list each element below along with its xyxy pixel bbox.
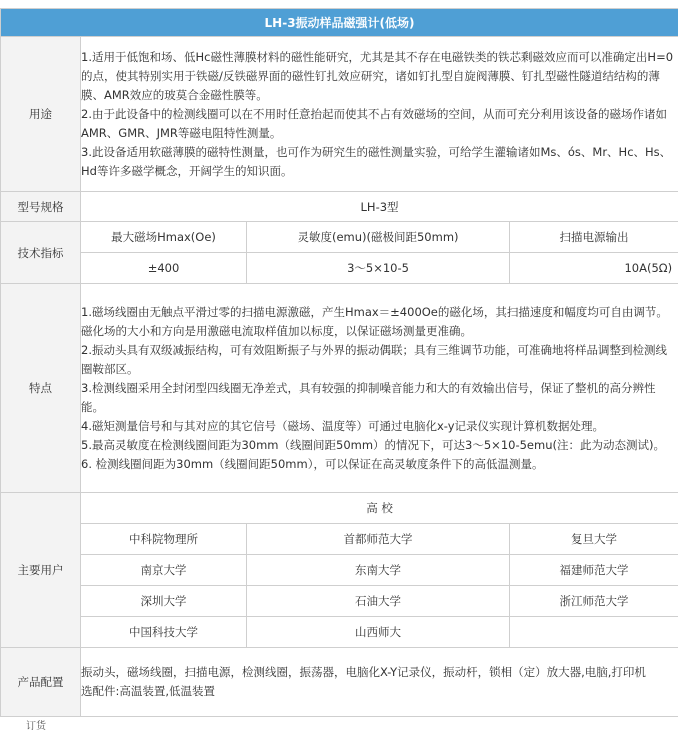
usage-paragraph: 3.此设备适用软磁薄膜的磁特性测量，也可作为研究生的磁性测量实验，可给学生灌输诸如Ms、ós、Mr、Hc、Hs、Hd等许多磁学概念，开阔学生的知识面。 (81, 143, 678, 181)
usage-paragraph: 1.适用于低饱和场、低Hc磁性薄膜材料的磁性能研究，尤其是其不存在电磁铁类的铁芯剩磁效应而可以准确定出H=0的点，使其特别实用于铁磁/反铁磁界面的磁性钉扎效应研究，诸如钉扎型自旋阀薄膜、钉扎型磁性隧道结结构的薄膜、AMR效应的玻莫合金磁性膜等。 (81, 48, 678, 105)
spec-table (0, 8, 678, 717)
tech-value-max-field: ±400 (81, 253, 247, 284)
config-text (81, 648, 678, 717)
user-cell: 首都师范大学 (247, 524, 510, 555)
features-paragraph: 4.磁矩测量信号和与其对应的其它信号（磁场、温度等）可通过电脑化x-y记录仪实现计算机数据处理。 (81, 417, 678, 436)
config-label: 产品配置 (1, 648, 81, 717)
user-cell: 浙江师范大学 (510, 586, 678, 617)
table-title: LH-3振动样品磁强计(低场) (1, 9, 678, 37)
user-cell: 福建师范大学 (510, 555, 678, 586)
user-cell: 复旦大学 (510, 524, 678, 555)
features-text (81, 284, 678, 493)
user-cell (510, 617, 678, 648)
tech-header-sensitivity: 灵敏度(emu)(磁极间距50mm) (247, 222, 510, 253)
config-paragraph: 振动头，磁场线圈，扫描电源，检测线圈，振荡器，电脑化X-Y记录仪，振动杆，锁相（定）放大器,电脑,打印机 (81, 663, 678, 682)
tech-label: 技术指标 (1, 222, 81, 284)
usage-text (81, 37, 678, 192)
features-label: 特点 (1, 284, 81, 493)
tech-header-scan-output: 扫描电源输出 (510, 222, 678, 253)
features-paragraph: 3.检测线圈采用全封闭型四线圈无净差式，具有较强的抑制噪音能力和大的有效输出信号，保证了整机的高分辨性能。 (81, 379, 678, 417)
config-paragraph: 选配件:高温装置,低温装置 (81, 682, 678, 701)
features-paragraph: 2.振动头具有双级减振结构，可有效阻断振子与外界的振动偶联；具有三维调节功能，可准确地将样品调整到检测线圈鞍部区。 (81, 341, 678, 379)
model-value: LH-3型 (81, 192, 678, 222)
user-cell: 东南大学 (247, 555, 510, 586)
user-cell: 南京大学 (81, 555, 247, 586)
model-label: 型号规格 (1, 192, 81, 222)
user-cell: 山西师大 (247, 617, 510, 648)
features-paragraph: 5.最高灵敏度在检测线圈间距为30mm（线圈间距50mm）的情况下，可达3～5×10-5emu(注：此为动态测试)。 (81, 436, 678, 455)
user-cell: 中国科技大学 (81, 617, 247, 648)
user-cell: 深圳大学 (81, 586, 247, 617)
users-heading: 高 校 (81, 493, 678, 524)
trailing-text: 订货 (26, 717, 46, 732)
user-cell: 中科院物理所 (81, 524, 247, 555)
usage-paragraph: 2.由于此设备中的检测线圈可以在不用时任意抬起而使其不占有效磁场的空间，从而可充分利用该设备的磁场作诸如AMR、GMR、JMR等磁电阻特性测量。 (81, 105, 678, 143)
tech-value-sensitivity: 3～5×10-5 (247, 253, 510, 284)
features-paragraph: 6. 检测线圈间距为30mm（线圈间距50mm），可以保证在高灵敏度条件下的高低温测量。 (81, 455, 678, 474)
usage-label: 用途 (1, 37, 81, 192)
features-paragraph: 1.磁场线圈由无触点平滑过零的扫描电源激磁，产生Hmax＝±400Oe的磁化场，其扫描速度和幅度均可自由调节。磁化场的大小和方向是用激磁电流取样值加以标度，以保证磁场测量更准确。 (81, 303, 678, 341)
tech-value-scan-output: 10A(5Ω) (510, 253, 678, 284)
user-cell: 石油大学 (247, 586, 510, 617)
tech-header-max-field: 最大磁场Hmax(Oe) (81, 222, 247, 253)
users-label: 主要用户 (1, 493, 81, 648)
